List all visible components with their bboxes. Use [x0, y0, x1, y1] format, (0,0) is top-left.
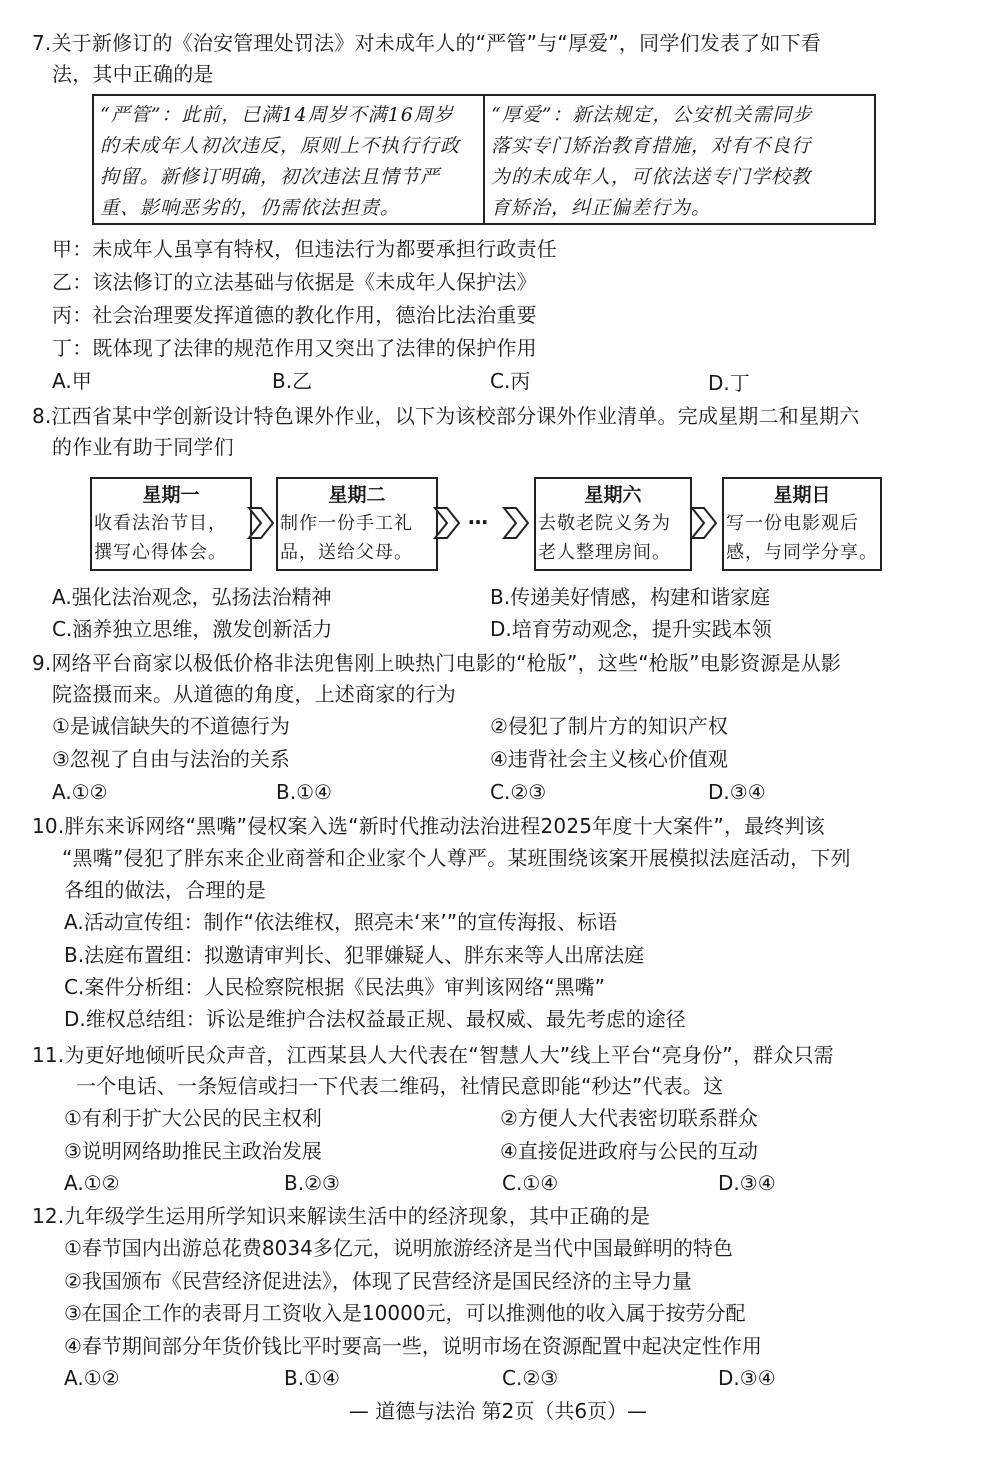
q11-stem-line2: 一个电话、一条短信或扫一下代表二维码，社情民意即能“秒达”代表。这: [76, 1074, 724, 1098]
q9-stem-line2: 院盗摄而来。从道德的角度，上述商家的行为: [52, 682, 456, 706]
q9-statement-4: ④违背社会主义核心价值观: [490, 747, 728, 771]
flow-box-monday: [90, 477, 252, 571]
flow-box-saturday: [534, 477, 692, 571]
q7-strict-line: 重、影响恶劣的，仍需依法担责。: [100, 197, 401, 219]
flow-desc: 制作一份手工礼: [280, 513, 413, 534]
flow-box-sunday: [722, 477, 882, 571]
q10-option-a[interactable]: A.活动宣传组：制作“依法维权，照亮未‘来’”的宣传海报、标语: [64, 910, 618, 934]
q11-stem-line1: 11.为更好地倾听民众声音，江西某县人大代表在“智慧人大”线上平台“亮身份”，群众只需: [32, 1043, 834, 1067]
q12-statement-4: ④春节期间部分年货价钱比平时要高一些，说明市场在资源配置中起决定性作用: [64, 1334, 762, 1358]
q8-option-c[interactable]: C.涵养独立思维，激发创新活力: [52, 617, 333, 641]
q11-option-b[interactable]: B.②③: [284, 1171, 340, 1195]
q10-option-b[interactable]: B.法庭布置组：拟邀请审判长、犯罪嫌疑人、胖东来等人出席法庭: [64, 943, 645, 967]
q12-statement-1: ①春节国内出游总花费8034多亿元，说明旅游经济是当代中国最鲜明的特色: [64, 1236, 733, 1260]
flow-desc: 撰写心得体会。: [94, 542, 227, 563]
flow-day: 星期日: [773, 484, 831, 506]
q7-quote-table: [92, 94, 876, 225]
flow-box-tuesday: [276, 477, 438, 571]
chevron-arrow-icon: [247, 506, 275, 540]
q12-option-a[interactable]: A.①②: [64, 1366, 120, 1390]
q8-stem-line2: 的作业有助于同学们: [52, 435, 234, 459]
q7-statement-ding: 丁：既体现了法律的规范作用又突出了法律的保护作用: [52, 336, 537, 360]
q9-statement-1: ①是诚信缺失的不道德行为: [52, 714, 290, 738]
q7-strict-cell: [94, 96, 483, 223]
q12-statement-2: ②我国颁布《民营经济促进法》，体现了民营经济是国民经济的主导力量: [64, 1269, 692, 1293]
q7-option-b[interactable]: B.乙: [272, 369, 313, 393]
q7-statement-yi: 乙：该法修订的立法基础与依据是《未成年人保护法》: [52, 270, 537, 294]
q11-statement-4: ④直接促进政府与公民的互动: [500, 1139, 758, 1163]
q7-option-d[interactable]: D.丁: [708, 371, 750, 395]
chevron-arrow-icon: [502, 506, 530, 540]
chevron-arrow-icon: [690, 506, 718, 540]
q11-statement-2: ②方便人大代表密切联系群众: [500, 1106, 758, 1130]
q8-option-d[interactable]: D.培育劳动观念，提升实践本领: [490, 617, 772, 641]
q7-stem-line2: 法，其中正确的是: [52, 62, 214, 86]
q10-stem-line1: 10.胖东来诉网络“黑嘴”侵权案入选“新时代推动法治进程2025年度十大案件”，最终判该: [32, 814, 825, 838]
chevron-arrow-icon: [433, 506, 461, 540]
q8-stem-line1: 8.江西省某中学创新设计特色课外作业，以下为该校部分课外作业清单。完成星期二和星期六: [32, 404, 860, 428]
q7-strict-line: “严管”：此前，已满14周岁不满16周岁: [100, 104, 454, 126]
flow-day: 星期六: [584, 484, 642, 506]
flow-day: 星期二: [328, 484, 386, 506]
flow-day: 星期一: [142, 484, 200, 506]
q7-care-line: 育矫治，纠正偏差行为。: [491, 197, 712, 219]
q10-stem-line3: 各组的做法，合理的是: [64, 878, 266, 902]
q7-care-line: 为的未成年人，可依法送专门学校教: [491, 166, 812, 188]
q10-stem-line2: “黑嘴”侵犯了胖东来企业商誉和企业家个人尊严。某班围绕该案开展模拟法庭活动，下列: [62, 846, 851, 870]
q8-option-a[interactable]: A.强化法治观念，弘扬法治精神: [52, 585, 332, 609]
q7-option-c[interactable]: C.丙: [490, 369, 531, 393]
q10-option-d[interactable]: D.维权总结组：诉讼是维护合法权益最正规、最权威、最先考虑的途径: [64, 1007, 686, 1031]
q12-option-d[interactable]: D.③④: [718, 1366, 776, 1390]
q11-statement-3: ③说明网络助推民主政治发展: [64, 1139, 322, 1163]
q7-strict-line: 拘留。新修订明确，初次违法且情节严: [100, 166, 441, 188]
q7-care-cell: [483, 96, 874, 223]
q9-option-b[interactable]: B.①④: [276, 780, 332, 804]
flow-desc: 去敬老院义务为: [538, 513, 671, 534]
q12-statement-3: ③在国企工作的表哥月工资收入是10000元，可以推测他的收入属于按劳分配: [64, 1301, 746, 1325]
flow-desc: 感，与同学分享。: [726, 542, 878, 563]
q7-statement-bing: 丙：社会治理要发挥道德的教化作用，德治比法治重要: [52, 303, 537, 327]
flow-desc: 写一份电影观后: [726, 513, 859, 534]
q9-option-a[interactable]: A.①②: [52, 780, 108, 804]
page-footer: — 道德与法治 第2页（共6页）—: [348, 1399, 648, 1423]
q9-statement-2: ②侵犯了制片方的知识产权: [490, 714, 728, 738]
flow-desc: 品，送给父母。: [280, 542, 413, 563]
q7-care-line: “厚爱”：新法规定，公安机关需同步: [491, 104, 813, 126]
q9-option-d[interactable]: D.③④: [708, 780, 766, 804]
q7-stem-line1: 7.关于新修订的《治安管理处罚法》对未成年人的“严管”与“厚爱”，同学们发表了如下看: [32, 31, 821, 55]
q7-care-line: 落实专门矫治教育措施，对有不良行: [491, 135, 812, 157]
q9-option-c[interactable]: C.②③: [490, 780, 547, 804]
flow-ellipsis: …: [468, 505, 488, 529]
q8-option-b[interactable]: B.传递美好情感，构建和谐家庭: [490, 585, 771, 609]
flow-desc: 收看法治节目，: [94, 513, 227, 534]
flow-desc: 老人整理房间。: [538, 542, 671, 563]
q9-statement-3: ③忽视了自由与法治的关系: [52, 747, 290, 771]
q10-option-c[interactable]: C.案件分析组：人民检察院根据《民法典》审判该网络“黑嘴”: [64, 975, 606, 999]
q7-statement-jia: 甲：未成年人虽享有特权，但违法行为都要承担行政责任: [52, 237, 557, 261]
q11-option-a[interactable]: A.①②: [64, 1171, 120, 1195]
q11-statement-1: ①有利于扩大公民的民主权利: [64, 1106, 322, 1130]
q9-stem-line1: 9.网络平台商家以极低价格非法兜售刚上映热门电影的“枪版”，这些“枪版”电影资源是从影: [32, 651, 842, 675]
q12-option-c[interactable]: C.②③: [502, 1366, 559, 1390]
q7-strict-line: 的未成年人初次违反，原则上不执行行政: [100, 135, 461, 157]
q12-option-b[interactable]: B.①④: [284, 1366, 340, 1390]
q11-option-c[interactable]: C.①④: [502, 1171, 559, 1195]
q12-stem-line1: 12.九年级学生运用所学知识来解读生活中的经济现象，其中正确的是: [32, 1204, 651, 1228]
q11-option-d[interactable]: D.③④: [718, 1171, 776, 1195]
q7-option-a[interactable]: A.甲: [52, 369, 92, 393]
